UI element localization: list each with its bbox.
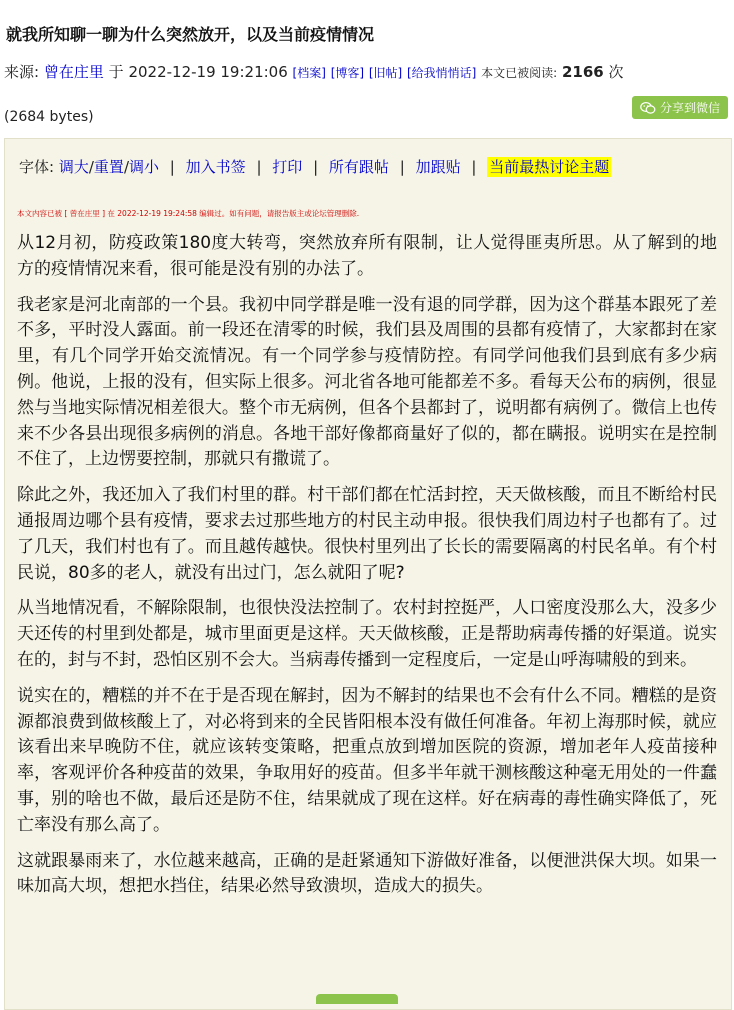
archive-link[interactable]: [档案] — [292, 66, 326, 80]
post-paragraph: 从当地情况看，不解除限制，也很快没法控制了。农村封控挺严，人口密度没那么大，没多少天还传的村里到处都是，城市里面更是这样。天天做核酸，正是帮助病毒传播的好渠道。说实在的，封与不封，恐怕区别不会大。当病毒传播到一定程度后，一定是山呼海啸般的到来。 — [17, 598, 717, 670]
read-label: 本文已被阅读: — [481, 66, 558, 80]
blog-link[interactable]: [博客] — [330, 66, 365, 80]
bottom-button[interactable] — [316, 994, 398, 1004]
post-size: (2684 bytes) — [4, 109, 94, 125]
post-paragraph: 这就跟暴雨来了，水位越来越高，正确的是赶紧通知下游做好准备，以便泄洪保大坝。如果一味加高大坝，想把水挡住，结果必然导致溃坝，造成大的损失。 — [17, 850, 717, 897]
edit-notice: 本文内容已被 [ 曾在庄里 ] 在 2022-12-19 19:24:58 编辑过。如有问题，请报告版主或论坛管理删除. — [17, 209, 360, 218]
add-reply-link[interactable]: 加跟贴 — [415, 158, 461, 176]
font-label: 字体: — [19, 158, 55, 176]
share-wechat-button[interactable] — [632, 96, 728, 119]
author-link[interactable]: 曾在庄里 — [43, 63, 104, 81]
print-link[interactable]: 打印 — [272, 158, 303, 176]
font-reset-link[interactable]: 重置 — [93, 158, 124, 176]
wechat-icon — [640, 101, 656, 115]
bookmark-link[interactable]: 加入书签 — [185, 158, 246, 176]
post-meta — [4, 61, 732, 82]
private-message-link[interactable]: [给我悄悄话] — [407, 66, 477, 80]
post-toolbar: 字体: 调大/重置/调小 | 加入书签 | 打印 | 所有跟帖 | 加跟贴 | 当前最热讨论主题 — [19, 158, 610, 176]
share-label: 分享到微信 — [659, 101, 720, 115]
read-unit: 次 — [608, 63, 624, 81]
old-posts-link[interactable]: [旧帖] — [368, 66, 403, 80]
at-label: 于 — [108, 63, 124, 81]
post-paragraph: 除此之外，我还加入了我们村里的群。村干部们都在忙活封控，天天做核酸，而且不断给村民通报周边哪个县有疫情，要求去过那些地方的村民主动申报。很快我们周边村子也都有了。过了几天，我们村也有了。而且越传越快。很快村里列出了长长的需要隔离的村民名单。有个村民说，80多的老人，就没有出过门，怎么就阳了呢? — [17, 485, 717, 583]
page-title: 就我所知聊一聊为什么突然放开，以及当前疫情情况 — [6, 25, 375, 44]
source-label: 来源: — [4, 63, 40, 81]
post-paragraph: 说实在的，糟糕的并不在于是否现在解封，因为不解封的结果也不会有什么不同。糟糕的是资源都浪费到做核酸上了，对必将到来的全民皆阳根本没有做任何准备。年初上海那时候，就应该看出来早晚防不住，就应该转变策略，把重点放到增加医院的资源，增加老年人疫苗接种率，客观评价各种疫苗的效果，争取用好的疫苗。但多半年就干测核酸这种毫无用处的一件蠢事，别的啥也不做，最后还是防不住，结果就成了现在这样。好在病毒的毒性确实降低了，死亡率没有那么高了。 — [17, 685, 717, 835]
post-paragraph: 我老家是河北南部的一个县。我初中同学群是唯一没有退的同学群，因为这个群基本跟死了差不多，平时没人露面。前一段还在清零的时候，我们县及周围的县都有疫情了，大家都封在家里，有几个同学开始交流情况。有一个同学参与疫情防控。有同学问他我们县到底有多少病例。他说，上报的没有，但实际上很多。河北省各地可能都差不多。看每天公布的病例，很显然与当地实际情况相差很大。整个市无病例，但各个县都封了，说明都有病例了。微信上也传来不少各县出现很多病例的消息。各地干部好像都商量好了似的，都在瞒报。说明实在是控制不住了，上边愣要控制，那就只有撒谎了。 — [17, 294, 717, 470]
post-container — [4, 138, 732, 1010]
post-datetime: 2022-12-19 19:21:06 — [128, 63, 288, 81]
hot-topics-link[interactable]: 当前最热讨论主题 — [489, 158, 610, 176]
font-shrink-link[interactable]: 调小 — [129, 158, 160, 176]
all-replies-link[interactable]: 所有跟帖 — [328, 158, 389, 176]
post-body — [17, 231, 717, 910]
read-count: 2166 — [561, 63, 604, 81]
font-enlarge-link[interactable]: 调大 — [58, 158, 89, 176]
post-paragraph: 从12月初，防疫政策180度大转弯，突然放弃所有限制，让人觉得匪夷所思。从了解到的地方的疫情情况来看，很可能是没有别的办法了。 — [17, 233, 717, 279]
